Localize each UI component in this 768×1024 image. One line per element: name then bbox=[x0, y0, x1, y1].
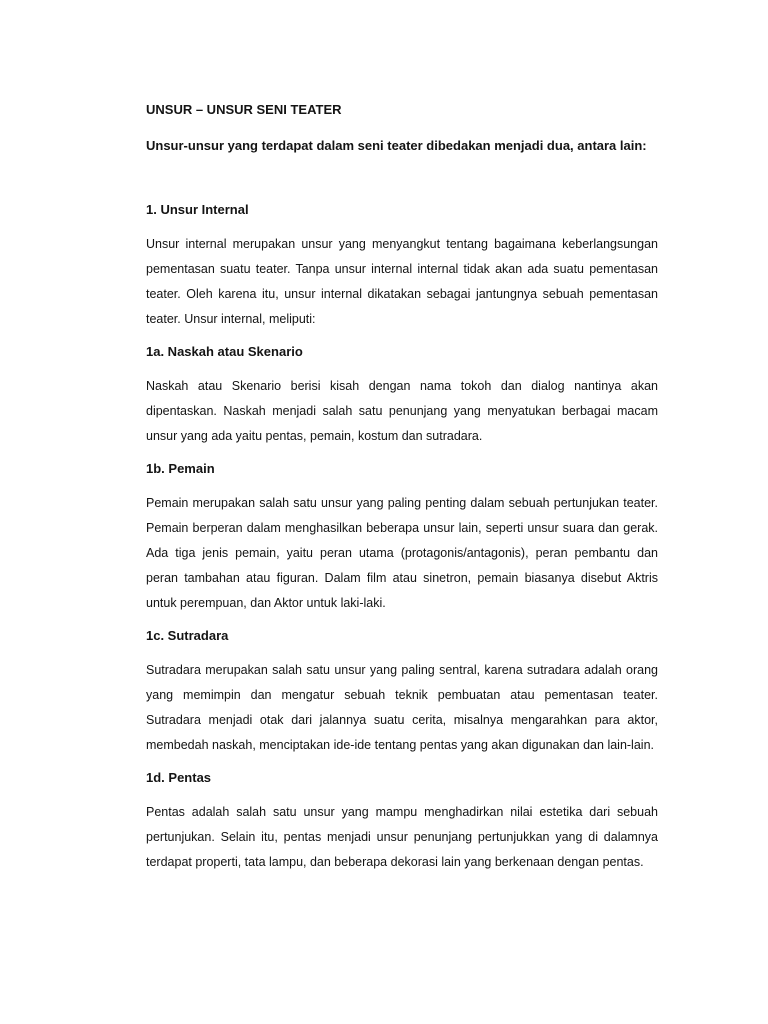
spacer bbox=[146, 646, 658, 658]
section-text-pemain: Pemain merupakan salah satu unsur yang paling penting dalam sebuah pertunjukan teater. Pemain berperan dalam menghasilkan beberapa unsur lain, seperti unsur suara dan gerak. Ada tiga jenis pemain, yaitu peran utama (protagonis/antagonis), peran pembantu dan peran tambahan atau figuran. Dalam film atau sinetron, pemain biasanya disebut Aktris untuk perempuan, dan Aktor untuk laki-laki. bbox=[146, 496, 658, 610]
spacer bbox=[146, 220, 658, 232]
document-intro: Unsur-unsur yang terdapat dalam seni teater dibedakan menjadi dua, antara lain: bbox=[146, 138, 647, 153]
section-heading-pemain: 1b. Pemain bbox=[146, 461, 215, 476]
spacer bbox=[146, 616, 658, 626]
document-page bbox=[146, 100, 658, 875]
section-text-unsur-internal: Unsur internal merupakan unsur yang menyangkut tentang bagaimana keberlangsungan pementasan suatu teater. Tanpa unsur internal internal tidak akan ada suatu pementasan teater. Oleh karena itu, unsur internal dikatakan sebagai jantungnya sebuah pementasan teater. Unsur internal, meliputi: bbox=[146, 237, 658, 326]
document-title: UNSUR – UNSUR SENI TEATER bbox=[146, 102, 342, 117]
section-heading-unsur-internal: 1. Unsur Internal bbox=[146, 202, 249, 217]
section-heading-naskah: 1a. Naskah atau Skenario bbox=[146, 344, 303, 359]
spacer bbox=[146, 479, 658, 491]
spacer bbox=[146, 332, 658, 342]
section-heading-sutradara: 1c. Sutradara bbox=[146, 628, 229, 643]
spacer bbox=[146, 362, 658, 374]
spacer bbox=[146, 156, 658, 200]
spacer bbox=[146, 449, 658, 459]
spacer bbox=[146, 758, 658, 768]
section-text-naskah: Naskah atau Skenario berisi kisah dengan nama tokoh dan dialog nantinya akan dipentaskan. Naskah menjadi salah satu penunjang yang menyatukan berbagai macam unsur yang ada yaitu pentas, pemain, kostum dan sutradara. bbox=[146, 379, 658, 443]
section-heading-pentas: 1d. Pentas bbox=[146, 770, 212, 785]
section-text-pentas: Pentas adalah salah satu unsur yang mampu menghadirkan nilai estetika dari sebuah pertunjukan. Selain itu, pentas menjadi unsur penunjang pertunjukkan yang di dalamnya terdapat properti, tata lampu, dan beberapa dekorasi lain yang berkenaan dengan pentas. bbox=[146, 805, 658, 869]
section-text-sutradara: Sutradara merupakan salah satu unsur yang paling sentral, karena sutradara adalah orang yang memimpin dan mengatur sebuah teknik pembuatan atau pementasan teater. Sutradara menjadi otak dari jalannya suatu cerita, misalnya mengarahkan para aktor, membedah naskah, menciptakan ide-ide tentang pentas yang akan digunakan dan lain-lain. bbox=[146, 663, 658, 752]
spacer bbox=[146, 788, 658, 800]
